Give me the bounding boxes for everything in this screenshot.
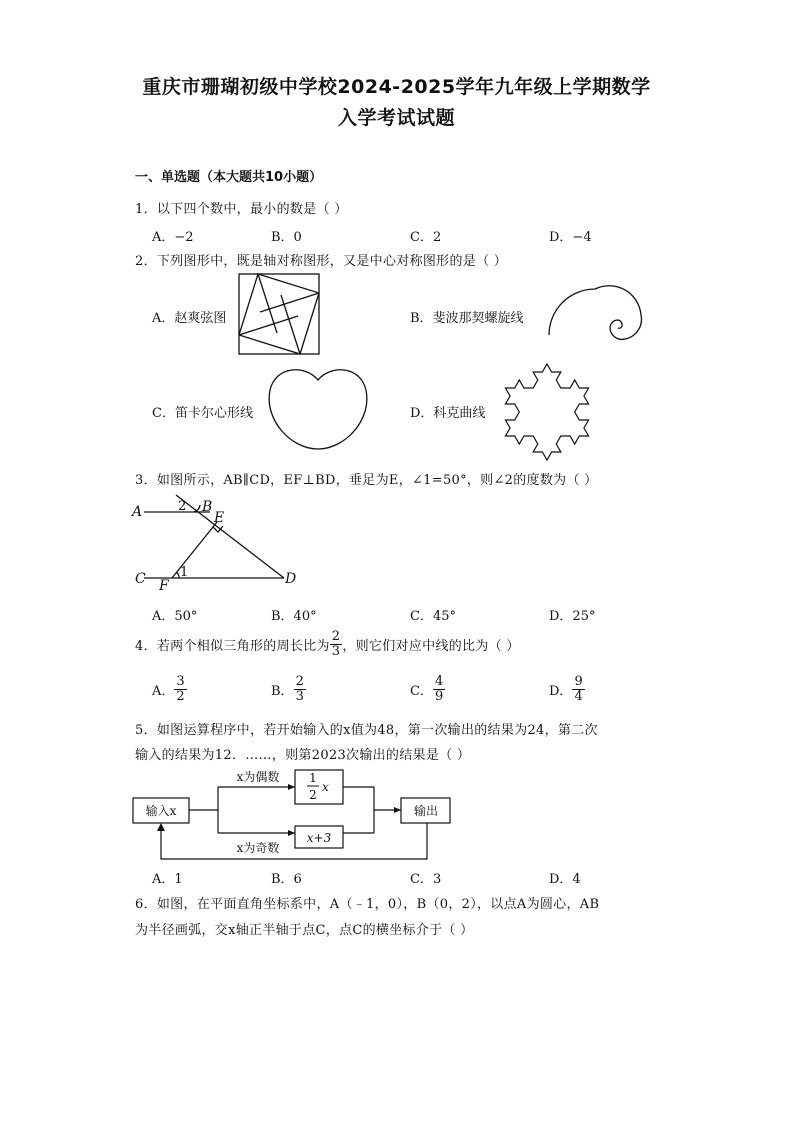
q2-option-b: B．斐波那契螺旋线 [410, 311, 524, 326]
flow-half-num: 1 [309, 771, 317, 785]
q5-stem-line2: 输入的结果为12．……，则第2023次输出的结果是（ ） [135, 748, 471, 763]
q5-flowchart [130, 765, 455, 865]
q4-option-d-den: 4 [574, 688, 583, 704]
flow-odd-label: x为奇数 [236, 841, 280, 855]
q4-option-a-letter: A． [152, 683, 175, 699]
q4-option-d-fraction [572, 675, 584, 703]
q3-option-c: C．45° [410, 609, 456, 624]
label-e: E [214, 510, 225, 526]
q3-stem: 3．如图所示，AB∥CD，EF⊥BD，垂足为E，∠1=50°，则∠2的度数为（ ） [135, 473, 598, 488]
q3-option-a: A．50° [152, 609, 198, 624]
q4-option-b [271, 675, 306, 703]
q4-option-a [152, 675, 187, 703]
q6-stem-line1: 6．如图，在平面直角坐标系中，A（﹣1，0），B（0，2），以点A为圆心，AB [135, 897, 600, 912]
cardioid-diagram [266, 365, 370, 450]
q1-stem: 1．以下四个数中，最小的数是（ ） [135, 202, 348, 217]
q2-stem: 2．下列图形中，既是轴对称图形，又是中心对称图形的是（ ） [135, 254, 508, 269]
q3-option-b: B．40° [271, 609, 317, 624]
q4-option-b-letter: B． [271, 683, 294, 699]
flow-half-var: x [322, 780, 329, 794]
angle-1-label: 1 [180, 565, 189, 580]
flow-input-label: 输入x [145, 804, 177, 818]
q3-option-d: D．25° [549, 609, 596, 624]
q4-stem-after: ，则它们对应中线的比为（ ） [342, 638, 520, 654]
q4-option-a-den: 2 [176, 688, 185, 704]
flow-half-den: 2 [309, 788, 317, 802]
q3-geometry-figure [132, 490, 307, 594]
flow-plus3-label: x+3 [306, 831, 332, 845]
flow-even-label: x为偶数 [236, 770, 280, 784]
q2-option-a: A．赵爽弦图 [152, 311, 227, 326]
zhao-shuang-diagram [238, 273, 320, 355]
q4-ratio-fraction [330, 630, 343, 658]
q4-option-c-letter: C． [410, 683, 433, 699]
angle-2-label: 2 [178, 499, 187, 514]
q4-option-d [549, 675, 585, 703]
q4-option-c-fraction [433, 675, 445, 703]
q4-option-c-num: 4 [434, 674, 444, 689]
section-heading: 一、单选题（本大题共10小题） [135, 170, 323, 185]
exam-title-line2: 入学考试试题 [337, 107, 455, 129]
fibonacci-spiral-diagram [545, 275, 650, 345]
q5-stem-line1: 5．如图运算程序中，若开始输入的x值为48，第一次输出的结果为24，第二次 [135, 723, 598, 738]
label-d: D [285, 571, 297, 587]
q5-option-c: C．3 [410, 872, 442, 887]
q5-option-a: A．1 [152, 872, 183, 887]
q4-option-c [410, 675, 445, 703]
q2-option-d: D．科克曲线 [410, 406, 486, 421]
q4-option-b-num: 2 [295, 674, 304, 689]
q4-option-a-num: 3 [176, 674, 185, 689]
q4-option-b-den: 3 [295, 688, 304, 704]
q5-option-b: B．6 [271, 872, 302, 887]
q5-option-d: D．4 [549, 872, 581, 887]
q6-stem-line2: 为半径画弧，交x轴正半轴于点C，点C的横坐标介于（ ） [135, 923, 474, 938]
label-a: A [132, 504, 143, 520]
q4-stem [135, 630, 520, 658]
exam-title-line1: 重庆市珊瑚初级中学校2024-2025学年九年级上学期数学 [142, 76, 651, 98]
q1-option-c: C．2 [410, 230, 442, 245]
label-f: F [159, 578, 169, 594]
q4-stem-before: 4．若两个相似三角形的周长比为 [135, 638, 330, 654]
q4-ratio-den: 3 [331, 643, 341, 659]
koch-snowflake-diagram [490, 360, 605, 458]
q4-option-d-num: 9 [574, 674, 583, 689]
q4-option-c-den: 9 [434, 688, 444, 704]
q2-option-c: C．笛卡尔心形线 [152, 406, 253, 421]
flow-output-label: 输出 [413, 804, 439, 818]
q1-option-d: D．−4 [549, 230, 592, 245]
q4-option-a-fraction [174, 675, 186, 703]
q1-option-a: A．−2 [152, 230, 194, 245]
q4-ratio-num: 2 [331, 629, 341, 644]
q1-option-b: B．0 [271, 230, 302, 245]
label-b: B [202, 499, 213, 515]
label-c: C [135, 571, 146, 587]
q4-option-d-letter: D． [549, 683, 573, 699]
q4-option-b-fraction [294, 675, 306, 703]
